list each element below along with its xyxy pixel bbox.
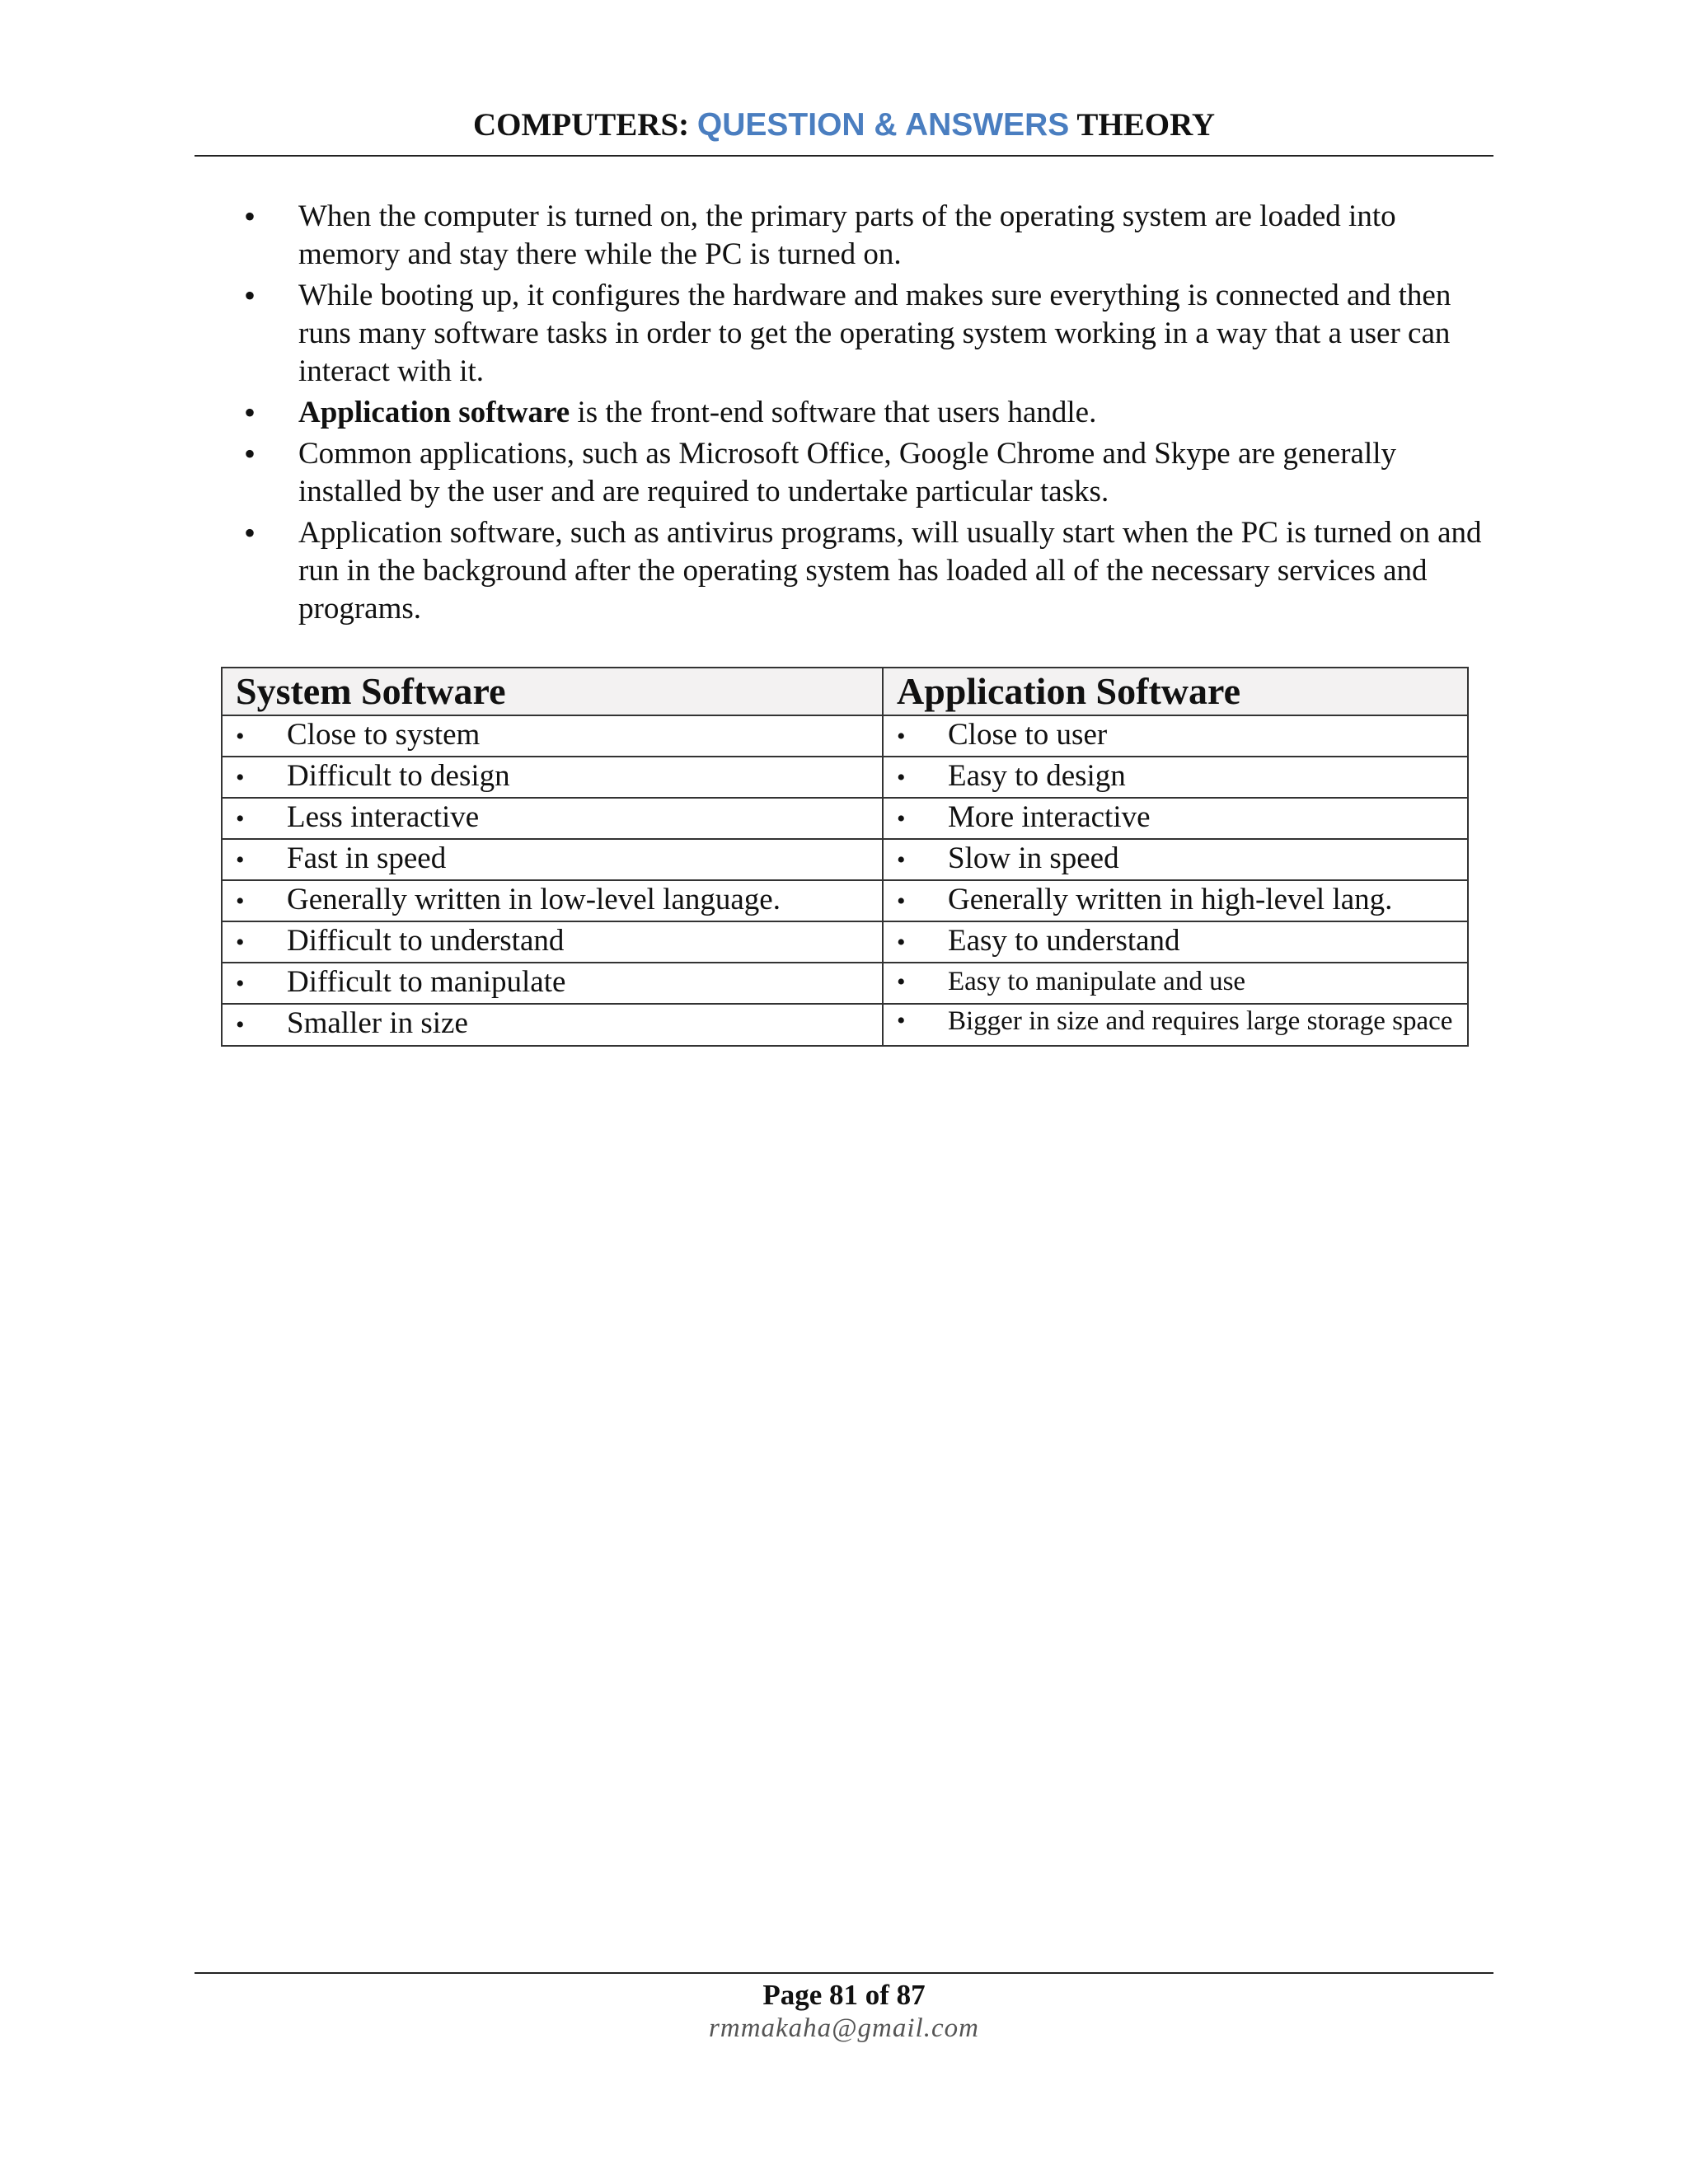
bullet-icon: • [897, 1007, 906, 1034]
table-cell [222, 715, 883, 757]
table-row [222, 798, 1468, 839]
table-cell [883, 839, 1468, 880]
bullet-icon: • [236, 805, 245, 832]
bullet-icon: • [897, 929, 906, 956]
bullet-icon: • [244, 198, 256, 235]
header-title-part1: COMPUTERS [472, 107, 679, 143]
bullet-item [244, 394, 1497, 432]
bullet-item [244, 198, 1497, 274]
column-header-application: Application Software [883, 668, 1468, 715]
bullet-text: Application software, such as antivirus programs, will usually start when the PC is turned on and run in the background after the operating system has loaded all of the necessary services and programs. [298, 516, 1482, 626]
bullet-icon: • [244, 514, 256, 551]
table-row [222, 880, 1468, 921]
table-cell [883, 715, 1468, 757]
table-cell [222, 839, 883, 880]
bullet-icon: • [236, 888, 245, 915]
bullet-icon: • [244, 435, 256, 472]
bullet-icon: • [897, 846, 906, 874]
table-cell [883, 757, 1468, 798]
bullet-icon: • [236, 764, 245, 791]
header-separator: : [678, 107, 697, 143]
bullet-text: While booting up, it configures the hardware and makes sure everything is connected and then runs many software tasks in order to get the operating system working in a way that a user can interact with it. [298, 279, 1451, 388]
cell-text: Difficult to manipulate [287, 965, 566, 999]
cell-text: Easy to understand [948, 924, 1180, 958]
bullet-icon: • [236, 929, 245, 956]
bullet-bold-term: Application software [298, 396, 570, 429]
table-row [222, 715, 1468, 757]
bullet-icon: • [897, 968, 906, 996]
column-header-system: System Software [222, 668, 883, 715]
bullet-icon: • [897, 764, 906, 791]
bullet-item [244, 514, 1497, 628]
table-row [222, 757, 1468, 798]
comparison-table [221, 667, 1469, 1047]
cell-text: Difficult to understand [287, 924, 565, 958]
table-cell [883, 1004, 1468, 1046]
bullet-item [244, 277, 1497, 391]
bullet-icon: • [236, 970, 245, 997]
bullet-icon: • [236, 723, 245, 750]
table-row [222, 921, 1468, 963]
table-cell [222, 921, 883, 963]
footer-email: rmmakaha@gmail.com [709, 2013, 979, 2043]
cell-text: Generally written in low-level language. [287, 883, 781, 916]
bullet-icon: • [897, 888, 906, 915]
table-row [222, 1004, 1468, 1046]
table-cell [883, 963, 1468, 1004]
bullet-icon: • [236, 1011, 245, 1038]
bullet-icon: • [897, 723, 906, 750]
cell-text: Generally written in high-level lang. [948, 883, 1393, 916]
cell-text: Fast in speed [287, 841, 447, 875]
header-title-part2: THEORY [1069, 107, 1216, 143]
bullet-item [244, 435, 1497, 511]
bullet-text: is the front-end software that users handle. [570, 396, 1097, 429]
cell-text: Difficult to design [287, 759, 510, 793]
table-cell [222, 963, 883, 1004]
cell-text: Bigger in size and requires large storage space [948, 1006, 1453, 1036]
table-row [222, 963, 1468, 1004]
page-number: Page 81 of 87 [762, 1979, 926, 2011]
cell-text: Easy to manipulate and use [948, 967, 1246, 996]
cell-text: Smaller in size [287, 1006, 468, 1040]
table-header-row [222, 668, 1468, 715]
header-rule [195, 155, 1493, 157]
cell-text: More interactive [948, 800, 1151, 834]
bullet-icon: • [244, 277, 256, 314]
footer-rule [195, 1972, 1493, 1974]
table-cell [883, 798, 1468, 839]
table-cell [883, 880, 1468, 921]
table-cell [883, 921, 1468, 963]
page-header [195, 101, 1493, 150]
cell-text: Close to system [287, 718, 481, 752]
table-cell [222, 757, 883, 798]
table-cell [222, 1004, 883, 1046]
bullet-text: Common applications, such as Microsoft Office, Google Chrome and Skype are generally installed by the user and are required to undertake particular tasks. [298, 437, 1397, 509]
bullet-icon: • [897, 805, 906, 832]
bullet-text: When the computer is turned on, the primary parts of the operating system are loaded into memory and stay there while the PC is turned on. [298, 199, 1396, 271]
cell-text: Easy to design [948, 759, 1126, 793]
bullet-icon: • [244, 394, 256, 431]
table-cell [222, 798, 883, 839]
bullet-list [244, 198, 1497, 631]
table-cell [222, 880, 883, 921]
cell-text: Close to user [948, 718, 1108, 752]
cell-text: Slow in speed [948, 841, 1119, 875]
bullet-icon: • [236, 846, 245, 874]
cell-text: Less interactive [287, 800, 480, 834]
table-row [222, 839, 1468, 880]
header-accent: QUESTION & ANSWERS [696, 107, 1070, 143]
